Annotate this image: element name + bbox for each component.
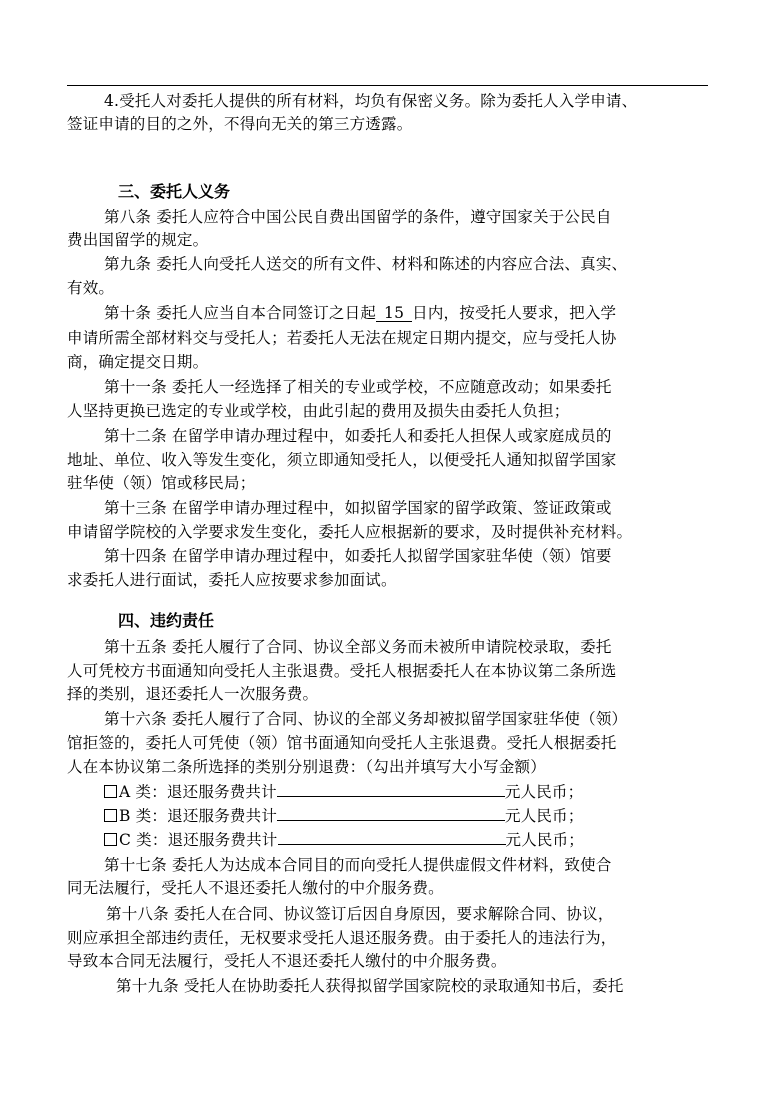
article-15-line3: 择的类别，退还委托人一次服务费。	[67, 685, 319, 703]
option-c-label: C 类：退还服务费共计	[119, 831, 278, 849]
option-b-suffix: 元人民币；	[505, 807, 584, 825]
para-4-line1: 4.受托人对委托人提供的所有材料，均负有保密义务。除为委托人入学申请、	[104, 92, 638, 110]
article-12-line3: 驻华使（领）馆或移民局；	[67, 474, 256, 492]
article-10-text-a: 第十条 委托人应当自本合同签订之日起	[104, 304, 377, 322]
article-8-line2: 费出国留学的规定。	[67, 231, 209, 249]
article-18-line3: 导致本合同无法履行，受托人不退还委托人缴付的中介服务费。	[67, 952, 507, 970]
option-c-suffix: 元人民币；	[505, 831, 585, 849]
article-12-line2: 地址、单位、收入等发生变化，须立即通知受托人，以便受托人通知拟留学国家	[67, 451, 617, 469]
article-10-line1	[104, 303, 616, 323]
article-8-line1: 第八条 委托人应符合中国公民自费出国留学的条件，遵守国家关于公民自	[104, 208, 612, 226]
article-10-text-b: 日内，按受托人要求，把入学	[412, 304, 617, 322]
article-13-line1: 第十三条 在留学申请办理过程中，如拟留学国家的留学政策、签证政策或	[104, 499, 612, 517]
article-17-line2: 同无法履行，受托人不退还委托人缴付的中介服务费。	[67, 879, 444, 897]
para-4-line2: 签证申请的目的之外，不得向无关的第三方透露。	[67, 115, 413, 133]
article-14-line2: 求委托人进行面试，委托人应按要求参加面试。	[67, 571, 397, 589]
option-a-amount-field[interactable]	[277, 782, 505, 797]
header-rule	[67, 85, 708, 86]
article-16-line3: 人在本协议第二条所选择的类别分别退费：（勾出并填写大小写金额）	[67, 758, 546, 776]
article-10-line2: 申请所需全部材料交与受托人；若委托人无法在规定日期内提交，应与受托人协	[67, 329, 617, 347]
article-9-line2: 有效。	[67, 279, 115, 297]
article-9-line1: 第九条 委托人向受托人送交的所有文件、材料和陈述的内容应合法、真实、	[104, 255, 628, 273]
option-b-label: B 类：退还服务费共计	[119, 807, 278, 825]
option-a-label: A 类：退还服务费共计	[119, 783, 277, 801]
article-15-line2: 人可凭校方书面通知向受托人主张退费。受托人根据委托人在本协议第二条所选	[67, 662, 617, 680]
article-11-line1: 第十一条 委托人一经选择了相关的专业或学校，不应随意改动；如果委托	[104, 378, 612, 396]
article-11-line2: 人坚持更换已选定的专业或学校，由此引起的费用及损失由委托人负担；	[67, 402, 570, 420]
option-a-checkbox[interactable]	[104, 785, 117, 798]
article-12-line1: 第十二条 在留学申请办理过程中，如委托人和委托人担保人或家庭成员的	[104, 427, 612, 445]
option-c-checkbox[interactable]	[104, 833, 117, 846]
option-c-amount-field[interactable]	[278, 830, 506, 845]
article-14-line1: 第十四条 在留学申请办理过程中，如委托人拟留学国家驻华使（领）馆要	[104, 547, 612, 565]
option-b-amount-field[interactable]	[277, 806, 505, 821]
article-19-line1: 第十九条 受托人在协助委托人获得拟留学国家院校的录取通知书后，委托	[116, 977, 624, 995]
section-3-heading: 三、委托人义务	[118, 182, 231, 201]
article-18-line1: 第十八条 委托人在合同、协议签订后因自身原因，要求解除合同、协议，	[106, 905, 614, 923]
article-17-line1: 第十七条 委托人为达成本合同目的而向受托人提供虚假文件材料，致使合	[104, 856, 612, 874]
article-15-line1: 第十五条 委托人履行了合同、协议全部义务而未被所申请院校录取，委托	[104, 638, 612, 656]
option-a-suffix: 元人民币；	[504, 783, 584, 801]
refund-option-b	[104, 806, 584, 826]
article-16-line2: 馆拒签的，委托人可凭使（领）馆书面通知向受托人主张退费。受托人根据委托	[67, 734, 617, 752]
article-18-line2: 则应承担全部违约责任，无权要求受托人退还服务费。由于委托人的违法行为，	[67, 929, 617, 947]
refund-option-a	[104, 782, 583, 802]
article-10-line3: 商，确定提交日期。	[67, 353, 209, 371]
section-4-heading: 四、违约责任	[118, 611, 215, 630]
article-10-days: 15	[376, 305, 412, 322]
refund-option-c	[104, 830, 584, 850]
option-b-checkbox[interactable]	[104, 809, 117, 822]
article-16-line1: 第十六条 委托人履行了合同、协议的全部义务却被拟留学国家驻华使（领）	[104, 710, 628, 728]
article-13-line2: 申请留学院校的入学要求发生变化，委托人应根据新的要求，及时提供补充材料。	[67, 523, 633, 541]
